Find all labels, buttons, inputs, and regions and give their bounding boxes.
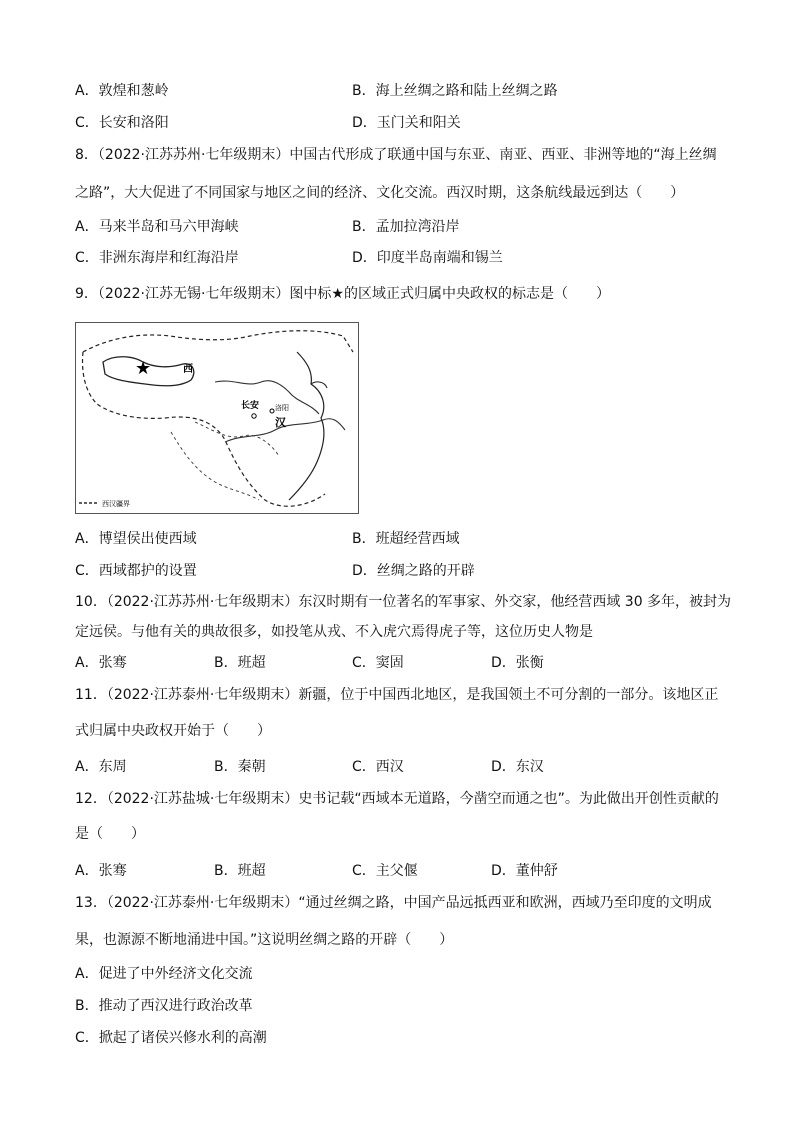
q9-option-a[interactable]: A．博望侯出使西域 — [75, 531, 197, 547]
q12-stem-line1: 12．（2022·江苏盐城·七年级期末）史书记载“西域本无道路，今凿空而通之也”。为此做出开创性贡献的 — [75, 791, 719, 807]
q11-option-b[interactable]: B．秦朝 — [214, 759, 266, 775]
q10-option-d[interactable]: D．张衡 — [491, 655, 544, 671]
q11-option-c[interactable]: C．西汉 — [352, 759, 404, 775]
q11-stem-line1: 11．（2022·江苏泰州·七年级期末）新疆，位于中国西北地区，是我国领土不可分割的一部分。该地区正 — [75, 687, 719, 703]
q13-option-a[interactable]: A．促进了中外经济文化交流 — [75, 966, 253, 982]
q13-option-b[interactable]: B．推动了西汉进行政治改革 — [75, 998, 253, 1014]
q10-stem-line2: 定远侯。与他有关的典故很多，如投笔从戎、不入虎穴焉得虎子等，这位历史人物是 — [75, 624, 593, 640]
q13-stem-line1: 13．（2022·江苏泰州·七年级期末）“通过丝绸之路，中国产品远抵西亚和欧洲，西域乃至印度的文明成 — [75, 895, 712, 911]
q9-stem-line1: 9．（2022·江苏无锡·七年级期末）图中标★的区域正式归属中央政权的标志是（ ） — [75, 286, 610, 302]
label-xi: 西 — [183, 364, 193, 375]
q8-stem-line2: 之路”，大大促进了不同国家与地区之间的经济、文化交流。西汉时期，这条航线最远到达（ ） — [75, 185, 685, 201]
q10-stem-line1: 10．（2022·江苏苏州·七年级期末）东汉时期有一位著名的军事家、外交家，他经营西域 30 多年，被封为 — [75, 594, 732, 610]
q7-option-d[interactable]: D．玉门关和阳关 — [352, 115, 461, 131]
q7-option-c[interactable]: C．长安和洛阳 — [75, 115, 169, 131]
map-frame — [76, 323, 359, 514]
q12-option-a[interactable]: A．张骞 — [75, 863, 127, 879]
label-changan: 长安 — [241, 401, 260, 411]
legend-label: 西汉疆界 — [102, 500, 130, 508]
q7-option-b[interactable]: B．海上丝绸之路和陆上丝绸之路 — [352, 83, 558, 99]
western-han-map — [75, 322, 359, 514]
q12-option-c[interactable]: C．主父偃 — [352, 863, 418, 879]
label-han: 汉 — [275, 416, 286, 429]
q10-option-b[interactable]: B．班超 — [214, 655, 266, 671]
q12-option-b[interactable]: B．班超 — [214, 863, 266, 879]
q8-option-b[interactable]: B．孟加拉湾沿岸 — [352, 219, 460, 235]
q11-option-d[interactable]: D．东汉 — [491, 759, 544, 775]
q10-option-a[interactable]: A．张骞 — [75, 655, 127, 671]
q9-option-d[interactable]: D．丝绸之路的开辟 — [352, 563, 475, 579]
q11-option-a[interactable]: A．东周 — [75, 759, 127, 775]
label-luoyang: 洛阳 — [275, 404, 289, 412]
map-figure — [75, 322, 359, 514]
star-marker: ★ — [135, 358, 152, 379]
q11-stem-line2: 式归属中央政权开始于（ ） — [75, 723, 271, 739]
q12-option-d[interactable]: D．董仲舒 — [491, 863, 558, 879]
q13-option-c[interactable]: C．掀起了诸侯兴修水利的高潮 — [75, 1030, 267, 1046]
q8-option-a[interactable]: A．马来半岛和马六甲海峡 — [75, 219, 239, 235]
q10-option-c[interactable]: C．窦固 — [352, 655, 404, 671]
q9-option-c[interactable]: C．西域都护的设置 — [75, 563, 197, 579]
q7-option-a[interactable]: A．敦煌和葱岭 — [75, 83, 169, 99]
q8-option-c[interactable]: C．非洲东海岸和红海沿岸 — [75, 250, 239, 266]
q8-option-d[interactable]: D．印度半岛南端和锡兰 — [352, 250, 503, 266]
q8-stem-line1: 8．（2022·江苏苏州·七年级期末）中国古代形成了联通中国与东亚、南亚、西亚、非洲等地的“海上丝绸 — [75, 147, 717, 163]
q12-stem-line2: 是（ ） — [75, 826, 145, 842]
q9-option-b[interactable]: B．班超经营西域 — [352, 531, 460, 547]
q13-stem-line2: 果，也源源不断地涌进中国。”这说明丝绸之路的开辟（ ） — [75, 932, 454, 948]
